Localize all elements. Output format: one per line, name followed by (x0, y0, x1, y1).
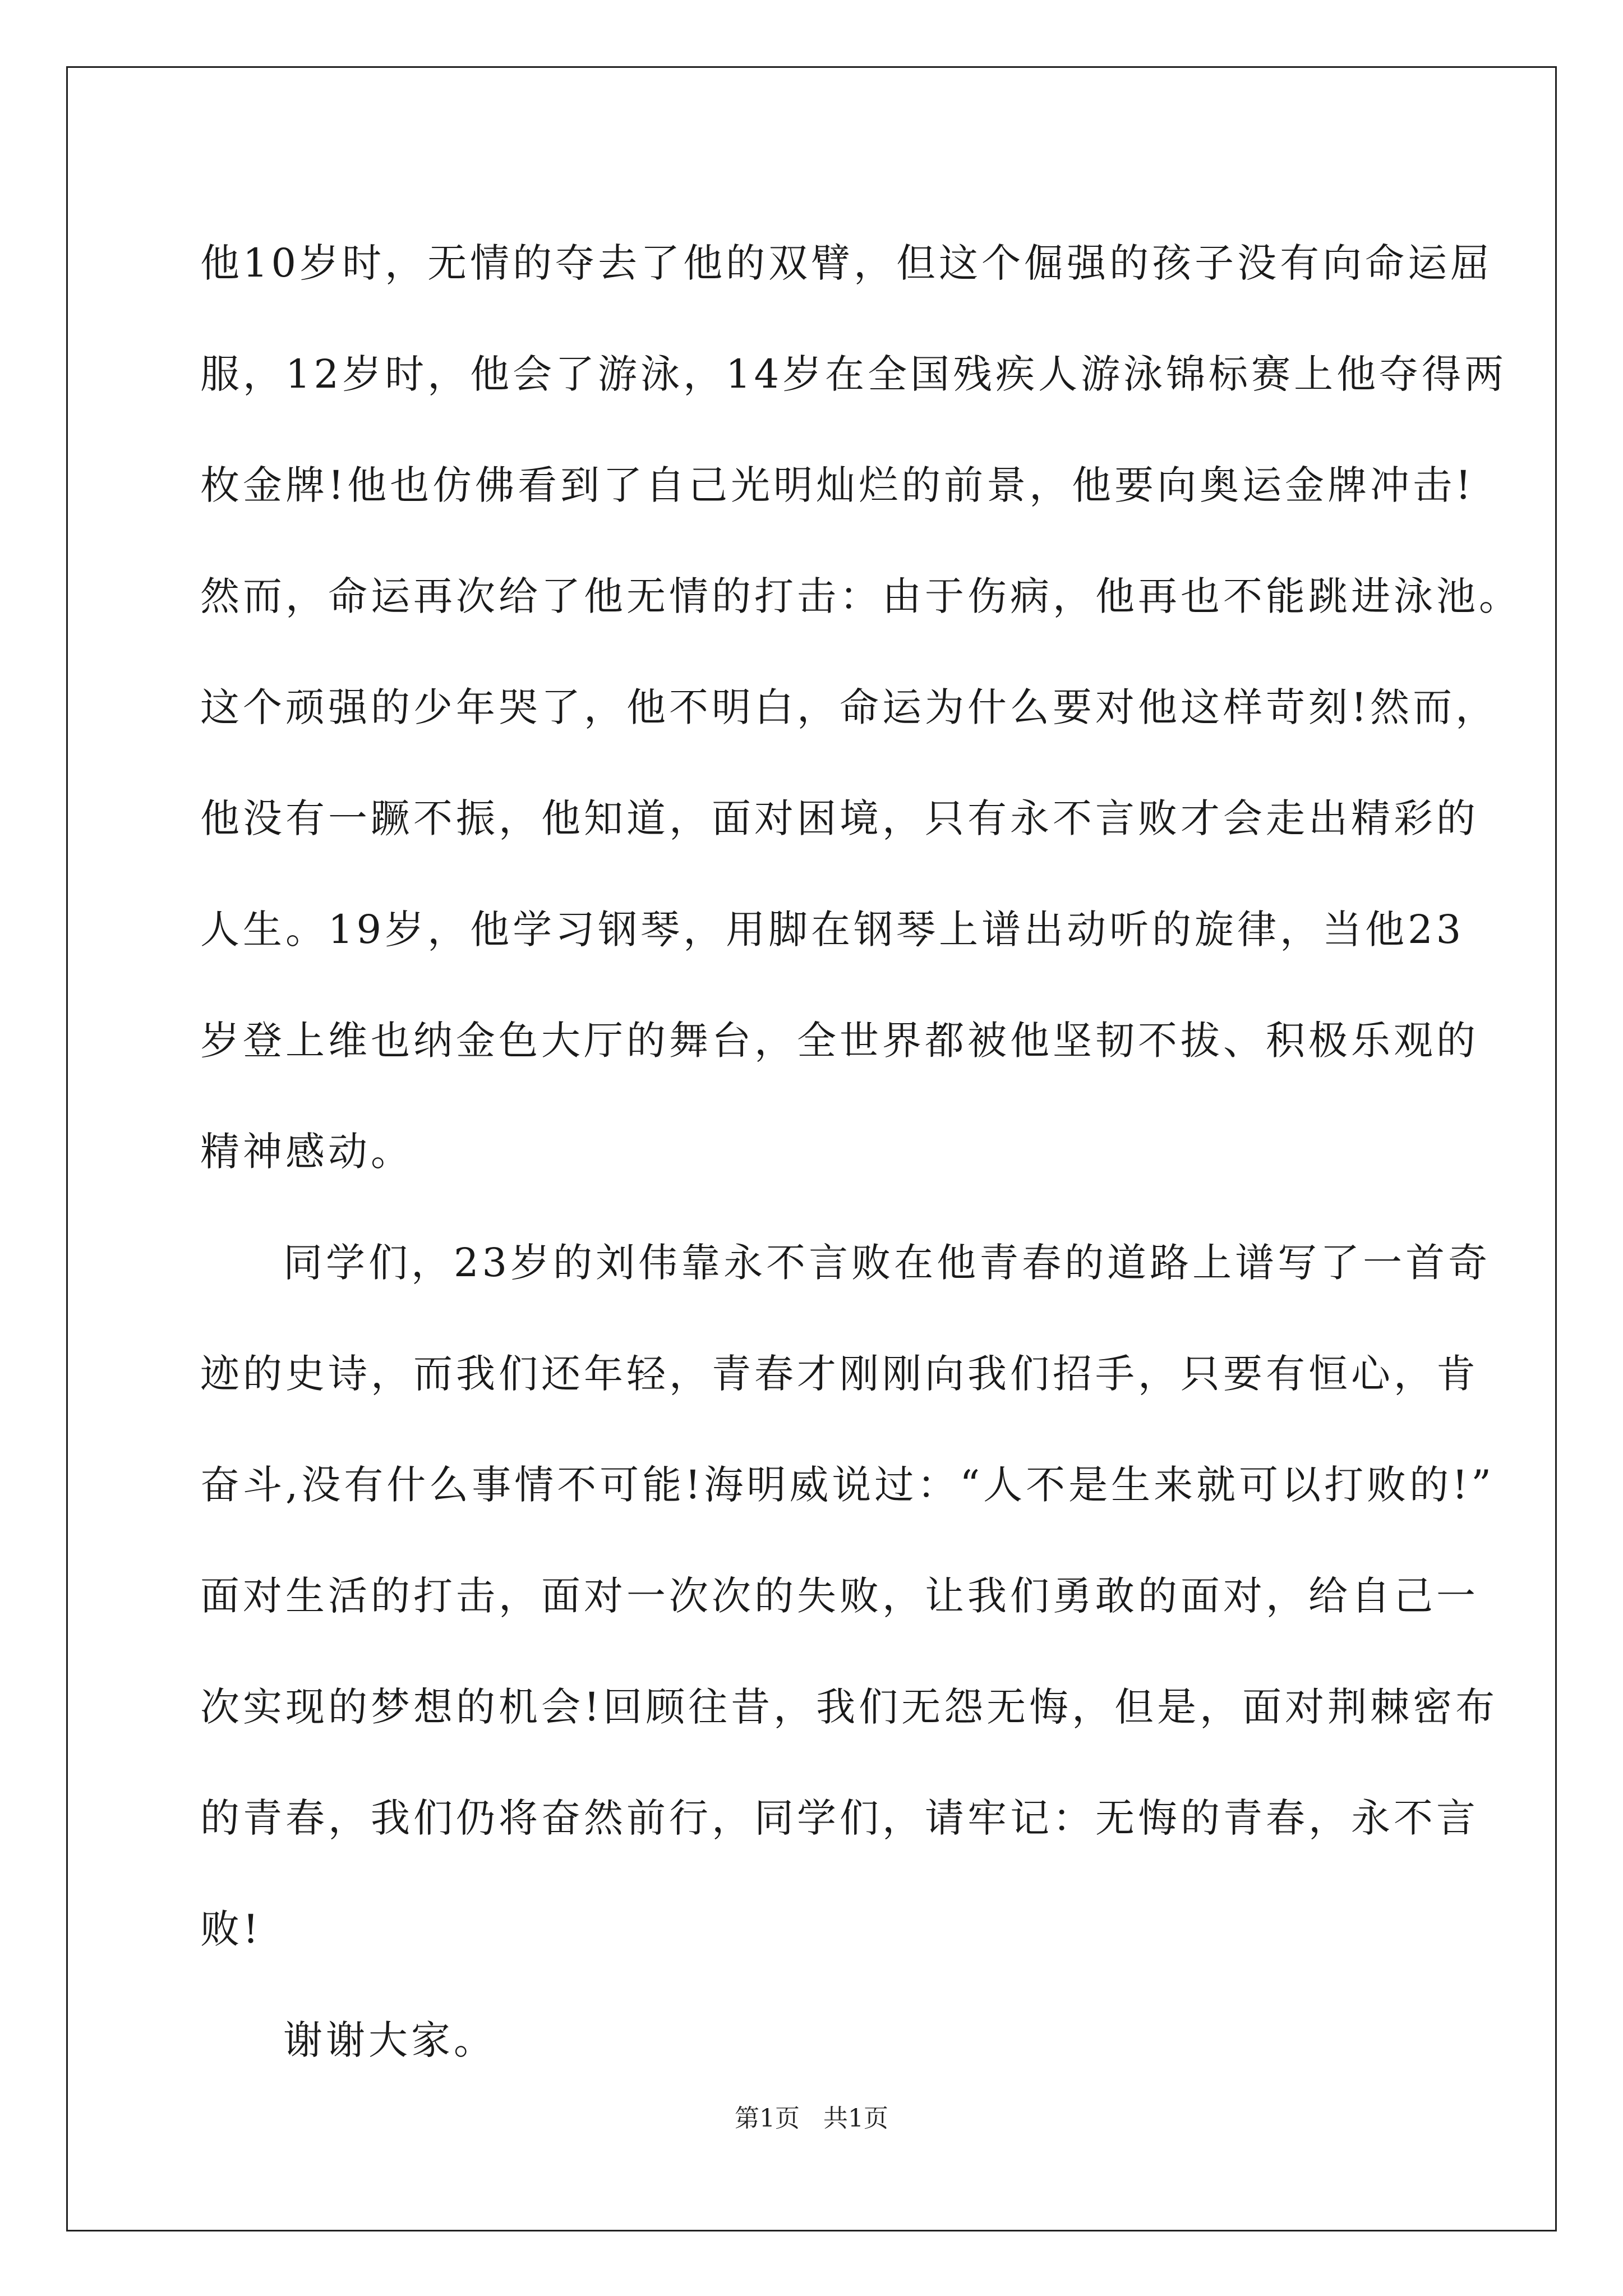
text-line: 的青春，我们仍将奋然前行，同学们，请牢记：无悔的青春，永不言 (200, 1795, 1479, 1841)
text-line: 迹的史诗，而我们还年轻，青春才刚刚向我们招手，只要有恒心，肯 (200, 1351, 1479, 1397)
text-line: 精神感动。 (200, 1129, 413, 1175)
text-line: 奋斗,没有什么事情不可能!海明威说过：“人不是生来就可以打败的!” (200, 1462, 1495, 1508)
paragraph-start-line: 同学们，23岁的刘伟靠永不言败在他青春的道路上谱写了一首奇 (283, 1240, 1491, 1286)
text-line: 岁登上维也纳金色大厅的舞台，全世界都被他坚韧不拔、积极乐观的 (200, 1018, 1479, 1064)
closing-line: 谢谢大家。 (283, 2017, 496, 2063)
text-line: 他10岁时，无情的夺去了他的双臂，但这个倔强的孩子没有向命运屈 (200, 240, 1493, 286)
text-line: 然而，命运再次给了他无情的打击：由于伤病，他再也不能跳进泳池。 (200, 573, 1521, 619)
text-line: 败! (200, 1906, 262, 1952)
text-line: 次实现的梦想的机会!回顾往昔，我们无怨无悔，但是，面对荆棘密布 (200, 1684, 1498, 1730)
text-line: 面对生活的打击，面对一次次的失败，让我们勇敢的面对，给自己一 (200, 1573, 1479, 1619)
text-line: 枚金牌!他也仿佛看到了自己光明灿烂的前景，他要向奥运金牌冲击! (200, 462, 1475, 508)
document-body (200, 208, 1521, 2096)
text-line: 这个顽强的少年哭了，他不明白，命运为什么要对他这样苛刻!然而， (200, 684, 1498, 730)
text-line: 人生。19岁，他学习钢琴，用脚在钢琴上谱出动听的旋律，当他23 (200, 907, 1465, 953)
text-line: 服，12岁时，他会了游泳，14岁在全国残疾人游泳锦标赛上他夺得两 (200, 351, 1507, 397)
page-number-footer: 第1页 共1页 (735, 2104, 888, 2133)
text-line: 他没有一蹶不振，他知道，面对困境，只有永不言败才会走出精彩的 (200, 795, 1479, 841)
